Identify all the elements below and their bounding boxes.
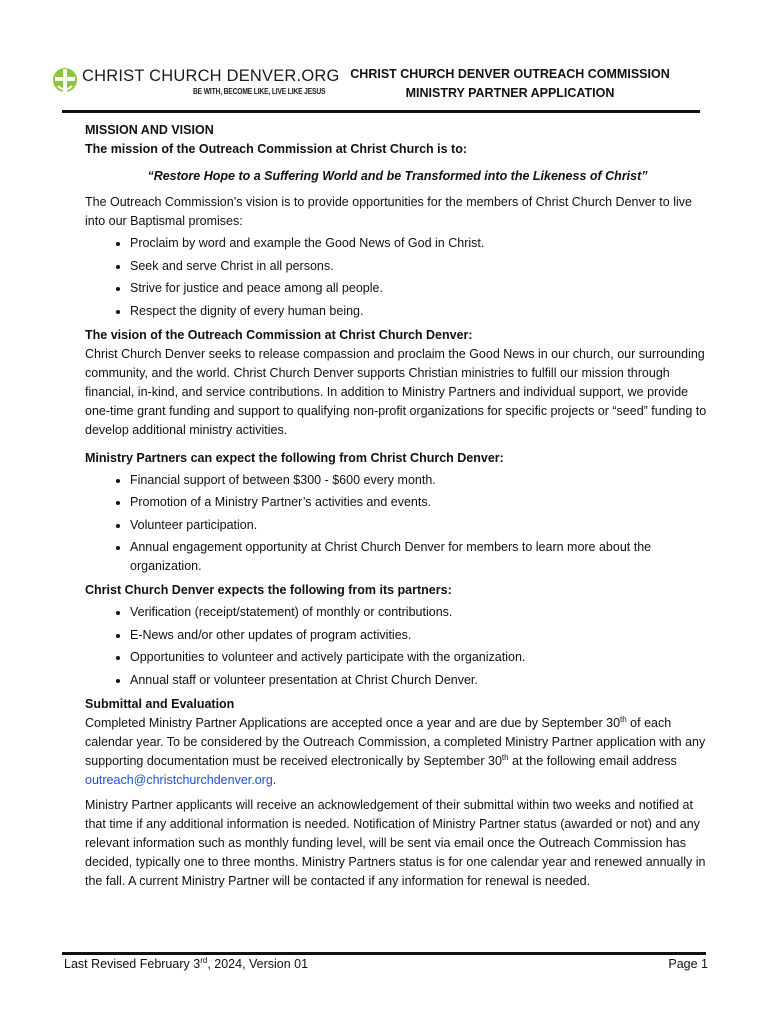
submittal-heading: Submittal and Evaluation: [85, 696, 235, 711]
list-item: • Opportunities to volunteer and actively participate with the organization.: [130, 648, 710, 667]
partner-requirements-heading: Christ Church Denver expects the following from its partners:: [85, 583, 452, 597]
mission-intro: The Outreach Commission’s vision is to provide opportunities for the members of Christ Church Denver to live into our Baptismal promises:: [85, 195, 692, 228]
ordinal-suffix: rd: [200, 956, 208, 965]
page-number: Page 1: [668, 957, 708, 971]
mission-quote: “Restore Hope to a Suffering World and be Transformed into the Likeness of Christ”: [147, 169, 648, 183]
logo-tagline: BE WITH, BECOME LIKE, LIVE LIKE JESUS: [193, 87, 326, 96]
vision-heading: The vision of the Outreach Commission at Christ Church Denver:: [85, 327, 473, 342]
list-item: • Respect the dignity of every human being.: [130, 302, 710, 321]
document-subtitle: MINISTRY PARTNER APPLICATION: [405, 86, 615, 100]
ordinal-suffix: th: [501, 752, 509, 762]
revision-note: [64, 957, 308, 971]
document-body: [85, 121, 710, 891]
list-item: • Promotion of a Ministry Partner’s activities and events.: [130, 493, 710, 512]
mission-heading: MISSION AND VISION: [85, 123, 214, 137]
mission-subheading: The mission of the Outreach Commission at Christ Church is to:: [85, 142, 467, 156]
partner-requirements-list: [85, 603, 710, 690]
list-item: • Financial support of between $300 - $600 every month.: [130, 471, 710, 490]
church-logo: [52, 66, 340, 100]
submittal-text: of each calendar year. To be considered by the Outreach Commission, a completed Ministry Partner application with any supporting documentation must be received electronically by September 30: [85, 715, 706, 768]
promises-list: [85, 234, 710, 321]
cross-globe-icon: [52, 66, 78, 96]
list-item: • Annual engagement opportunity at Christ Church Denver for members to learn more about the organization.: [130, 538, 710, 576]
submittal-text: .: [272, 772, 277, 787]
revision-text: Last Revised February 3: [64, 957, 201, 971]
logo-name: CHRIST CHURCH DENVER.ORG: [82, 67, 340, 85]
email-link[interactable]: outreach@christchurchdenver.org: [85, 772, 273, 787]
header-divider: [62, 110, 700, 113]
footer-divider: [62, 952, 706, 955]
list-item: • E-News and/or other updates of program activities.: [130, 626, 710, 645]
submittal-text: Completed Ministry Partner Applications are accepted once a year and are due by September 30: [85, 715, 621, 730]
list-item: • Volunteer participation.: [130, 516, 710, 535]
vision-body: Christ Church Denver seeks to release compassion and proclaim the Good News in our church, our surrounding community, and the world. Christ Church Denver supports Christian ministries to fulfill our mission through financial, in-kind, and service contributions. In addition to Ministry Partners and individual support, we provide one-time grant funding and support to qualifying non-profit organizations for specific projects or “seed” funding to develop additional ministry activities.: [85, 346, 707, 437]
list-item: • Seek and serve Christ in all persons.: [130, 257, 710, 276]
submittal-paragraph-2: Ministry Partner applicants will receive an acknowledgement of their submittal within two weeks and notified at that time if any additional information is needed. Notification of Ministry Partner status (awarded or not) and any relevant information such as monthly funding level, will be sent via email once the Outreach Commission has decided, typically one to three months. Ministry Partners status is for one calendar year and renewed annually in the fall. A current Ministry Partner will be contacted if any information for renewal is needed.: [85, 797, 706, 888]
list-item: • Verification (receipt/statement) of monthly or contributions.: [130, 603, 710, 622]
ordinal-suffix: th: [620, 714, 627, 724]
submittal-text: at the following email address: [508, 753, 677, 768]
list-item: • Annual staff or volunteer presentation at Christ Church Denver.: [130, 671, 710, 690]
list-item: • Proclaim by word and example the Good News of God in Christ.: [130, 234, 710, 253]
submittal-paragraph-1: [85, 714, 710, 790]
expectations-list: [85, 471, 710, 577]
expectations-heading: Ministry Partners can expect the following from Christ Church Denver:: [85, 450, 504, 465]
list-item: • Strive for justice and peace among all people.: [130, 279, 710, 298]
revision-text: , 2024, Version 01: [207, 957, 309, 971]
document-title: CHRIST CHURCH DENVER OUTREACH COMMISSION: [350, 67, 670, 81]
